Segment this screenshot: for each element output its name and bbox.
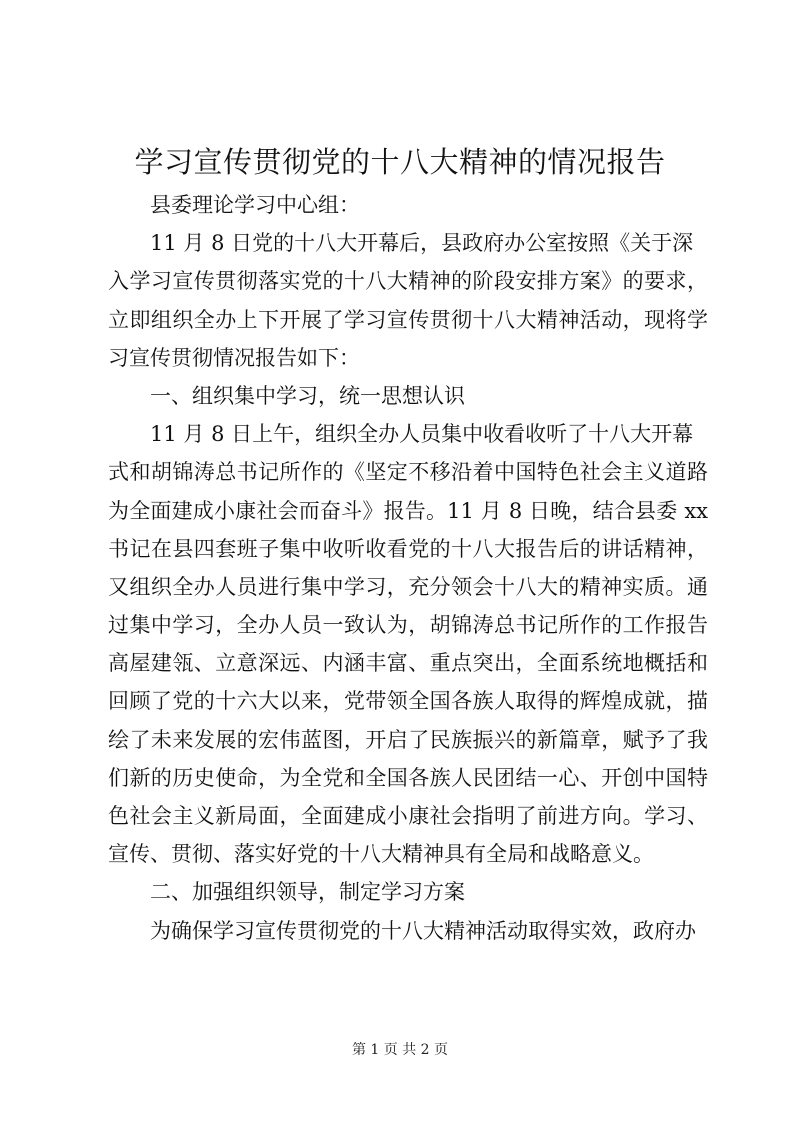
- paragraph-line: 宣传、贯彻、落实好党的十八大精神具有全局和战略意义。: [108, 842, 654, 867]
- paragraph-line: 11 月 8 日党的十八大开幕后，县政府办公室按照《关于深: [150, 231, 694, 256]
- salutation-line: 县委理论学习中心组：: [150, 193, 360, 217]
- paragraph-line: 高屋建瓴、立意深远、内涵丰富、重点突出，全面系统地概括和: [108, 651, 708, 676]
- paragraph-line: 们新的历史使命，为全党和全国各族人民团结一心、开创中国特: [108, 765, 708, 790]
- paragraph-line: 为确保学习宣传贯彻党的十八大精神活动取得实效，政府办: [150, 918, 696, 943]
- paragraph-line: 绘了未来发展的宏伟蓝图，开启了民族振兴的新篇章，赋予了我: [108, 727, 708, 752]
- paragraph-line: 又组织全办人员进行集中学习，充分领会十八大的精神实质。通: [108, 574, 708, 599]
- document-title: 学习宣传贯彻党的十八大精神的情况报告: [134, 145, 666, 179]
- section-heading-1: 一、组织集中学习，统一思想认识: [150, 383, 465, 408]
- page-number-footer: 第 1 页 共 2 页: [351, 1042, 449, 1058]
- paragraph-line: 书记在县四套班子集中收听收看党的十八大报告后的讲话精神，: [108, 536, 708, 561]
- paragraph-line: 回顾了党的十六大以来，党带领全国各族人取得的辉煌成就，描: [108, 689, 708, 714]
- paragraph-line: 色社会主义新局面，全面建成小康社会指明了前进方向。学习、: [108, 804, 708, 828]
- section-heading-2: 二、加强组织领导，制定学习方案: [150, 880, 465, 905]
- paragraph-line: 立即组织全办上下开展了学习宣传贯彻十八大精神活动，现将学: [108, 307, 708, 332]
- paragraph-line: 入学习宣传贯彻落实党的十八大精神的阶段安排方案》的要求，: [108, 269, 708, 294]
- paragraph-line: 11 月 8 日上午，组织全办人员集中收看收听了十八大开幕: [150, 422, 694, 447]
- paragraph-line: 式和胡锦涛总书记所作的《坚定不移沿着中国特色社会主义道路: [108, 460, 708, 485]
- document-body: [108, 186, 708, 950]
- paragraph-line: 为全面建成小康社会而奋斗》报告。11 月 8 日晚，结合县委 xx: [108, 498, 708, 523]
- paragraph-line: 过集中学习，全办人员一致认为，胡锦涛总书记所作的工作报告: [108, 613, 708, 638]
- paragraph-line: 习宣传贯彻情况报告如下：: [108, 345, 360, 370]
